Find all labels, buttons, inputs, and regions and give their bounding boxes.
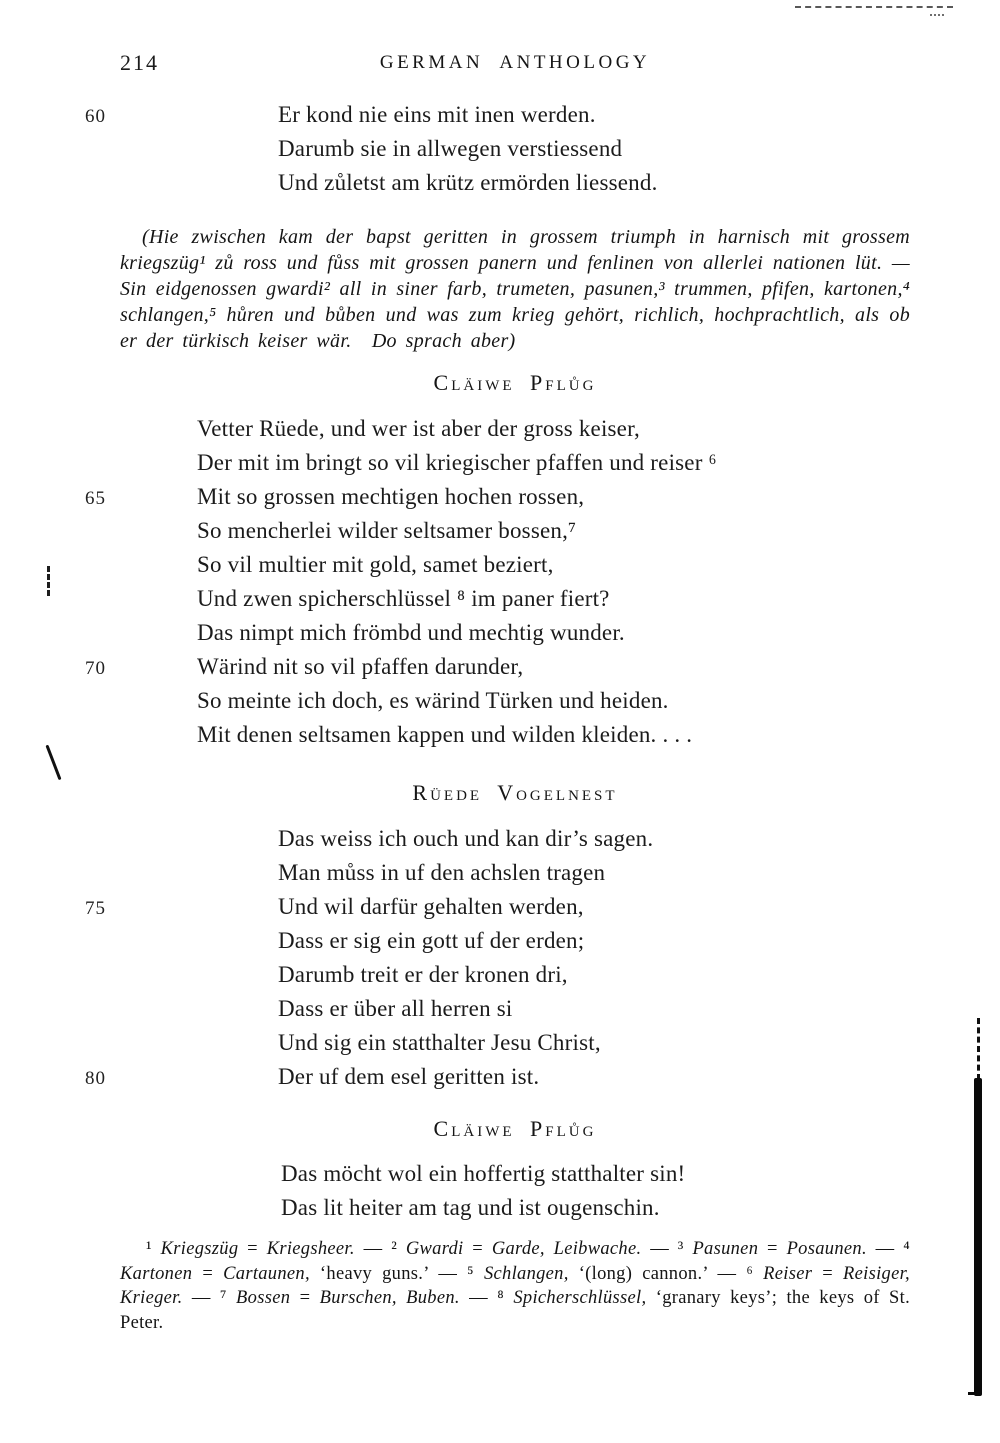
footnote-run: ‘(long) cannon.’ — ⁶ bbox=[568, 1263, 764, 1284]
poem-line bbox=[120, 684, 910, 718]
speaker-heading: Cläiwe Pflůg bbox=[433, 1116, 597, 1141]
poem-line bbox=[120, 514, 910, 548]
footnote-run: Spicherschlüssel, bbox=[513, 1288, 647, 1308]
poem-line-text: Vetter Rüede, und wer ist aber der gross keiser, bbox=[197, 416, 640, 441]
page-header bbox=[120, 0, 910, 78]
poem-line bbox=[85, 480, 910, 514]
footnote-run: Kartonen bbox=[120, 1263, 193, 1284]
line-number: 65 bbox=[85, 488, 106, 509]
footnote-run: = bbox=[463, 1239, 492, 1259]
speaker-heading: Rüede Vogelnest bbox=[412, 780, 618, 805]
footnote-run: Reisiger, Krieger. bbox=[120, 1263, 910, 1308]
scan-artifact-right-edge-dashes bbox=[977, 1018, 980, 1080]
footnote-run: ‘heavy guns.’ — ⁵ bbox=[309, 1263, 484, 1284]
poem-line bbox=[120, 718, 910, 752]
stanza bbox=[85, 368, 910, 752]
poem-line bbox=[120, 822, 910, 856]
footnote-run: ‘granary keys’; the keys of St. Peter. bbox=[120, 1288, 910, 1333]
footnote-run: = bbox=[238, 1239, 267, 1259]
running-title: GERMAN ANTHOLOGY bbox=[379, 52, 651, 73]
footnote-run: = bbox=[290, 1288, 320, 1308]
poem-line-text: Das lit heiter am tag und ist ougenschin. bbox=[281, 1195, 660, 1220]
poem-line-text: Der mit im bringt so vil kriegischer pfaffen und reiser ⁶ bbox=[197, 450, 717, 475]
poem-line bbox=[120, 992, 910, 1026]
poem-line-text: Und zůletst am krütz ermörden liessend. bbox=[278, 170, 658, 195]
footnote-run: Kriegszüg bbox=[160, 1239, 239, 1259]
page-number: 214 bbox=[120, 50, 159, 75]
poem-line-text: Dass er sig ein gott uf der erden; bbox=[278, 928, 585, 953]
poem-line bbox=[120, 166, 910, 200]
poem-line-text: Das möcht wol ein hoffertig statthalter sin! bbox=[281, 1161, 686, 1186]
footnote-run: = bbox=[812, 1263, 844, 1284]
poem-line-text: Und sig ein statthalter Jesu Christ, bbox=[278, 1030, 601, 1055]
scan-artifact-right-edge-bar bbox=[974, 1078, 982, 1396]
poem-line bbox=[120, 856, 910, 890]
poem-line bbox=[120, 1191, 910, 1225]
text-block bbox=[85, 0, 911, 1335]
poem-line-text: Man můss in uf den achslen tragen bbox=[278, 860, 606, 885]
line-number: 70 bbox=[85, 658, 106, 679]
footnote-run: Bossen bbox=[236, 1288, 291, 1308]
footnote-run: Posaunen. bbox=[786, 1239, 867, 1259]
poem-line bbox=[120, 958, 910, 992]
poem-line bbox=[120, 1157, 910, 1191]
poem-line-text: Das nimpt mich frömbd und mechtig wunder. bbox=[197, 620, 625, 645]
poem-line bbox=[120, 548, 910, 582]
scan-artifact-backslash-stroke bbox=[45, 745, 61, 780]
footnote-run: Burschen, Buben. bbox=[319, 1288, 460, 1308]
footnote-run: — ⁷ bbox=[182, 1288, 237, 1308]
footnote-run: Gwardi bbox=[405, 1239, 464, 1259]
poem-line-text: Wärind nit so vil pfaffen darunder, bbox=[197, 654, 524, 679]
poem-line bbox=[120, 616, 910, 650]
footnote-run: Pasunen bbox=[692, 1239, 759, 1259]
poem-line-text: So mencherlei wilder seltsamer bossen,⁷ bbox=[197, 518, 577, 543]
footnote-run: Garde, Leibwache. bbox=[491, 1239, 642, 1259]
poem-line bbox=[85, 1060, 910, 1094]
poem-line-text: Darumb treit er der kronen dri, bbox=[278, 962, 568, 987]
poem-line-text: Der uf dem esel geritten ist. bbox=[278, 1064, 540, 1089]
footnote-run: Kriegsheer. bbox=[266, 1239, 355, 1259]
speeches bbox=[85, 368, 910, 1225]
poem-line-text: Darumb sie in allwegen verstiessend bbox=[278, 136, 623, 161]
scan-artifact-right-edge-tick bbox=[968, 1392, 976, 1395]
poem-line-text: Mit denen seltsamen kappen und wilden kleiden. . . . bbox=[197, 722, 693, 747]
footnote-run: — ² bbox=[354, 1239, 406, 1259]
poem-line bbox=[120, 582, 910, 616]
stage-direction: (Hie zwischen kam der bapst geritten in grossem triumph in harnisch mit grossem kriegszüg¹ zů ross und fůss mit grossen panern und fenlinen von allerlei nationen lüt. — Sin eidgenossen gwardi² all in siner farb, trumeten, pasunen,³ trummen, pfifen, kartonen,⁴ schlangen,⁵ hůren und bůben und was zum krieg gehört, richlich, hochprachtlich, als ob er der türkisch keiser wär. Do sprach aber) bbox=[120, 226, 910, 352]
poem-line-text: Und zwen spicherschlüssel ⁸ im paner fiert? bbox=[197, 586, 610, 611]
poem-line bbox=[85, 650, 910, 684]
poem-line bbox=[120, 132, 910, 166]
scan-artifact-top-dots bbox=[930, 14, 944, 16]
poem-line-text: Er kond nie eins mit inen werden. bbox=[278, 102, 596, 127]
opening-stanza bbox=[85, 98, 910, 200]
stanza bbox=[85, 778, 910, 1094]
poem-line-text: So meinte ich doch, es wärind Türken und heiden. bbox=[197, 688, 669, 713]
poem-line bbox=[120, 1026, 910, 1060]
poem-line-text: Mit so grossen mechtigen hochen rossen, bbox=[197, 484, 585, 509]
poem-line bbox=[120, 412, 910, 446]
poem-line bbox=[85, 98, 910, 132]
poem-line bbox=[120, 446, 910, 480]
footnotes bbox=[120, 1237, 910, 1335]
footnote-run: — ³ bbox=[641, 1239, 693, 1259]
scan-artifact-margin-dash bbox=[47, 566, 50, 596]
line-number: 60 bbox=[85, 106, 106, 127]
speaker-heading: Cläiwe Pflůg bbox=[433, 370, 597, 395]
footnote-run: Reiser bbox=[763, 1263, 813, 1284]
poem-line bbox=[85, 890, 910, 924]
footnote-run: = bbox=[758, 1239, 787, 1259]
footnote-run: Schlangen, bbox=[483, 1263, 569, 1284]
footnote-run: — ⁴ bbox=[866, 1239, 911, 1259]
poem-line-text: Dass er über all herren si bbox=[278, 996, 513, 1021]
footnote-run: Cartaunen, bbox=[223, 1263, 310, 1284]
poem-line-text: So vil multier mit gold, samet beziert, bbox=[197, 552, 554, 577]
poem-line-text: Das weiss ich ouch und kan dir’s sagen. bbox=[278, 826, 654, 851]
line-number: 80 bbox=[85, 1068, 106, 1089]
poem-line bbox=[120, 924, 910, 958]
poem-line-text: Und wil darfür gehalten werden, bbox=[278, 894, 584, 919]
footnote-run: = bbox=[192, 1263, 224, 1284]
line-number: 75 bbox=[85, 898, 106, 919]
footnote-run: — ⁸ bbox=[459, 1288, 514, 1308]
stanza bbox=[85, 98, 910, 200]
stanza bbox=[120, 1114, 910, 1225]
footnote-run: ¹ bbox=[146, 1239, 161, 1259]
